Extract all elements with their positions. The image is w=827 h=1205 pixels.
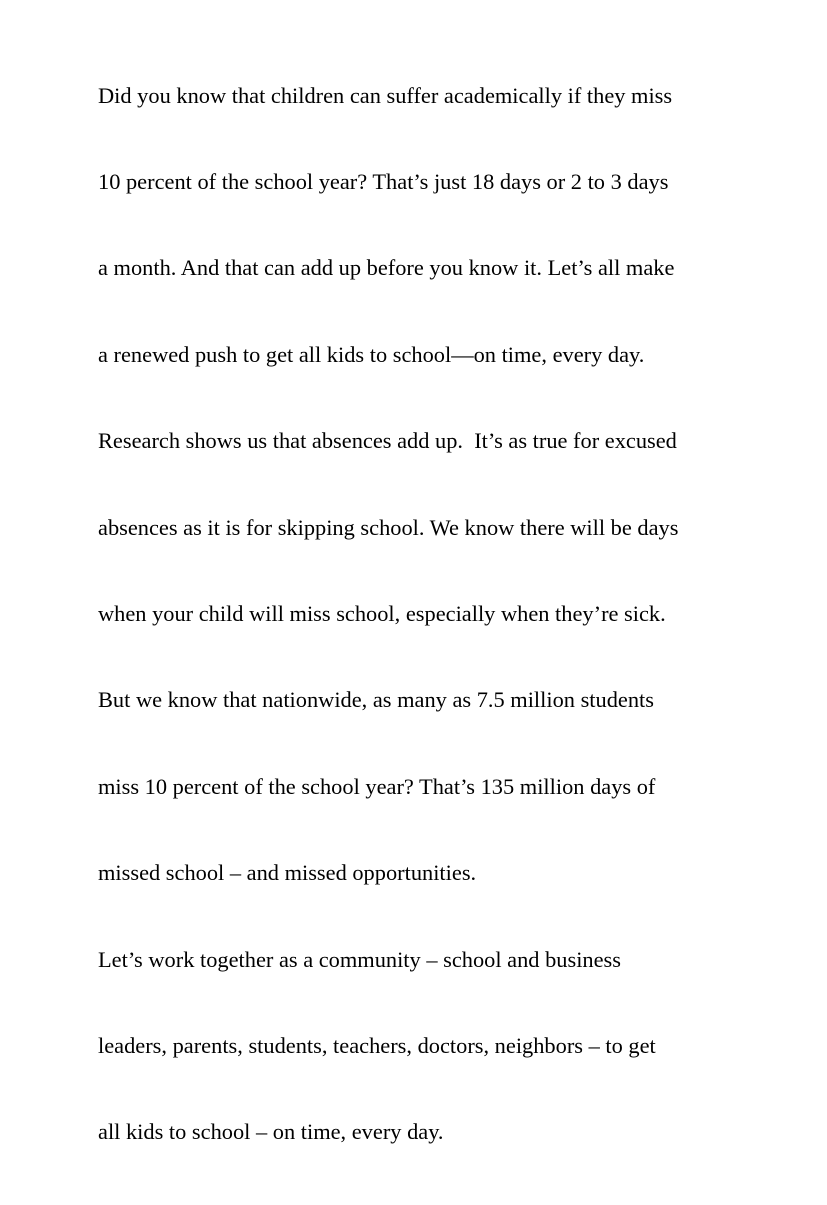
text-line: Let’s work together as a community – school and business	[98, 946, 621, 972]
body-text	[98, 24, 788, 1205]
text-line: missed school – and missed opportunities.	[98, 860, 477, 886]
text-line: when your child will miss school, especially when they’re sick.	[98, 600, 666, 626]
text-line: 10 percent of the school year? That’s just 18 days or 2 to 3 days	[98, 168, 669, 194]
text-line: a renewed push to get all kids to school—on time, every day.	[98, 341, 645, 367]
text-line: miss 10 percent of the school year? That’s 135 million days of	[98, 773, 656, 799]
text-line: But we know that nationwide, as many as 7.5 million students	[98, 687, 654, 713]
text-line: absences as it is for skipping school. We know there will be days	[98, 514, 679, 540]
text-line: leaders, parents, students, teachers, doctors, neighbors – to get	[98, 1032, 656, 1058]
text-line: Did you know that children can suffer academically if they miss	[98, 82, 673, 108]
text-line: all kids to school – on time, every day.	[98, 1119, 444, 1145]
text-line: Research shows us that absences add up. It’s as true for excused	[98, 428, 677, 454]
text-line: a month. And that can add up before you know it. Let’s all make	[98, 255, 675, 281]
